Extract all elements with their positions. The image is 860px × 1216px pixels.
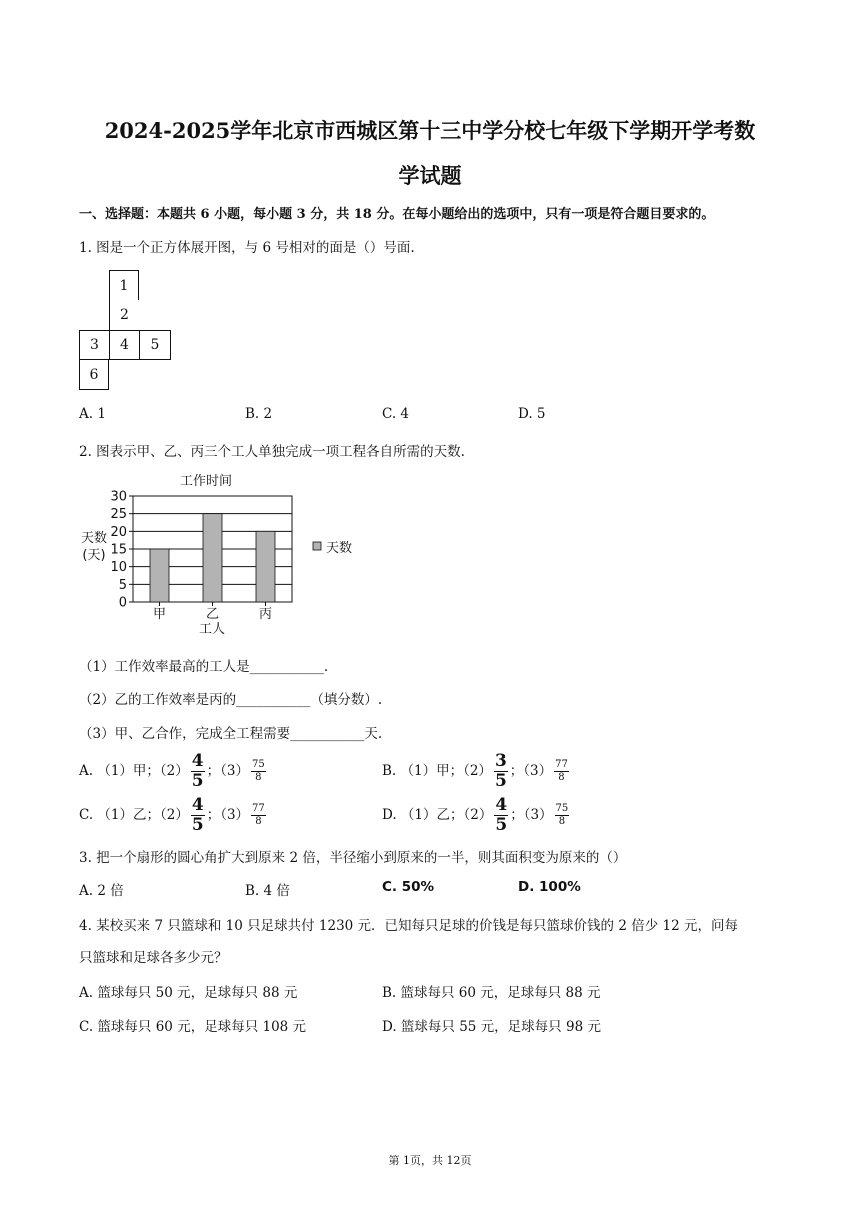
fraction: $\frac{3}{5}$: [494, 751, 507, 791]
question-4-stem-continued: 只篮球和足球各多少元？: [79, 950, 228, 966]
option-text: C. （1）乙；（2）: [79, 807, 189, 823]
fraction: $\frac{4}{5}$: [191, 795, 204, 835]
option-text: ；（3）: [509, 763, 553, 779]
y-tick-label: 5: [118, 577, 127, 593]
chart-title: 工作时间: [179, 474, 233, 489]
page-footer: 第 1页，共 12页: [388, 1154, 472, 1167]
cube-net-figure: [79, 270, 171, 390]
bar-chart: [78, 468, 378, 640]
net-cell: 6: [79, 360, 109, 390]
y-tick-label: 15: [110, 542, 127, 558]
option-b: B. 4 倍: [245, 883, 290, 899]
option-b: B. 篮球每只 60 元，足球每只 88 元: [382, 985, 601, 1001]
legend-label: 天数: [326, 541, 353, 556]
y-tick-label: 0: [118, 595, 127, 611]
question-2-sub1: （1）工作效率最高的工人是___________.: [79, 659, 329, 675]
option-a: A. 2 倍: [79, 883, 124, 899]
y-axis-label-unit: (天): [82, 548, 106, 563]
x-tick-label: 乙: [205, 607, 220, 622]
option-d: D. 100%: [518, 879, 581, 895]
question-3-stem: 3. 把一个扇形的圆心角扩大到原来 2 倍，半径缩小到原来的一半，则其面积变为原来的（）: [79, 850, 627, 866]
y-tick-label: 30: [110, 489, 127, 505]
bar: [150, 549, 169, 602]
question-2-sub2: （2）乙的工作效率是丙的___________（填分数）.: [79, 692, 383, 708]
question-1-stem: 1. 图是一个正方体展开图，与 6 号相对的面是（）号面.: [79, 240, 415, 256]
option-c: C. 篮球每只 60 元，足球每只 108 元: [79, 1019, 307, 1035]
fraction: $\frac{77}{8}$: [555, 759, 568, 783]
bar: [203, 514, 222, 602]
option-d: [382, 797, 571, 834]
option-text: B. （1）甲；（2）: [382, 763, 492, 779]
bar: [256, 531, 275, 602]
net-cell: 1: [109, 270, 139, 300]
question-2-stem: 2. 图表示甲、乙、丙三个工人单独完成一项工程各自所需的天数.: [79, 444, 465, 460]
option-text: ；（3）: [206, 763, 249, 779]
y-tick-label: 25: [110, 507, 127, 523]
option-text: A. （1）甲；（2）: [79, 763, 189, 779]
net-cell: 3: [79, 330, 109, 360]
option-a: A. 篮球每只 50 元，足球每只 88 元: [79, 985, 298, 1001]
fraction: $\frac{75}{8}$: [251, 759, 265, 783]
section-heading: 一、选择题：本题共 6 小题，每小题 3 分，共 18 分。在每小题给出的选项中，只有一项是符合题目要求的。: [79, 207, 715, 222]
x-tick-label: 甲: [152, 607, 167, 622]
option-text: ；（3）: [206, 807, 250, 823]
question-2-sub3: （3）甲、乙合作，完成全工程需要___________天.: [79, 726, 383, 742]
y-tick-label: 20: [110, 524, 127, 540]
page-title-continued: 学试题: [398, 163, 462, 188]
option-c: [79, 797, 268, 834]
fraction: $\frac{4}{5}$: [495, 795, 508, 835]
net-cell: 2: [109, 300, 139, 330]
legend-swatch: [313, 542, 321, 550]
page-title: 2024-2025学年北京市西城区第十三中学分校七年级下学期开学考数: [104, 118, 756, 143]
x-axis-label: 工人: [198, 622, 226, 637]
option-text: ；（3）: [510, 807, 553, 823]
option-c: C. 50%: [382, 879, 435, 895]
option-a: A. 1: [79, 406, 106, 422]
question-4-stem: 4. 某校买来 7 只篮球和 10 只足球共付 1230 元．已知每只足球的价钱是每只篮球价钱的 2 倍少 12 元，问每: [79, 918, 738, 934]
option-a: [79, 753, 268, 790]
option-d: D. 5: [518, 406, 546, 422]
option-c: C. 4: [382, 406, 410, 422]
y-tick-label: 10: [110, 560, 127, 576]
net-cell: 5: [139, 330, 171, 360]
fraction: $\frac{4}{5}$: [191, 751, 204, 791]
x-tick-label: 丙: [258, 607, 273, 622]
net-cell: 4: [109, 330, 139, 360]
option-b: [382, 753, 571, 790]
fraction: $\frac{77}{8}$: [252, 803, 265, 827]
option-b: B. 2: [245, 406, 273, 422]
y-axis-label: 天数: [80, 531, 108, 546]
fraction: $\frac{75}{8}$: [555, 803, 569, 827]
option-text: D. （1）乙；（2）: [382, 807, 493, 823]
option-d: D. 篮球每只 55 元，足球每只 98 元: [382, 1019, 601, 1035]
